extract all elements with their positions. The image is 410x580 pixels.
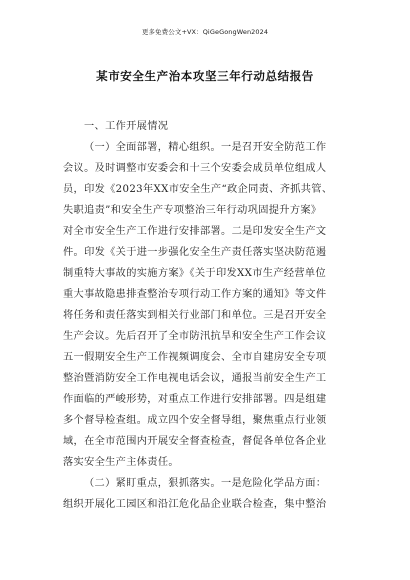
paragraph-line: （二）紧盯重点，狠抓落实。一是危险化学品方面： (84, 478, 327, 489)
paragraph-line: 员，印发《2023年XX市安全生产“政企同责、齐抓共管、 (63, 184, 333, 195)
paragraph-line: （一）全面部署，精心组织。一是召开安全防范工作 (84, 142, 327, 153)
paragraph-line: 整治暨消防安全工作电视电话会议，通报当前安全生产工 (63, 373, 327, 384)
header-note: 更多免费公文+VX：QiGeGongWen2024 (141, 28, 269, 36)
paragraph-line: 落实安全生产主体责任。 (63, 457, 179, 468)
paragraph-line: 失职追责”和安全生产专项整治三年行动巩固提升方案》 (63, 205, 322, 216)
paragraph-line: 五一假期安全生产工作视频调度会、全市自建房安全专项 (63, 352, 327, 363)
document-body (63, 116, 348, 515)
paragraph-line: 制重特大事故的实施方案》《关于印发XX市生产经营单位 (63, 268, 327, 279)
paragraph-line: 组织开展化工园区和沿江危化品企业联合检查，集中整治 (63, 499, 327, 510)
document-title: 某市安全生产治本攻坚三年行动总结报告 (96, 69, 314, 83)
paragraph-line: 域，在全市范围内开展安全督查检查，督促各单位各企业 (63, 436, 327, 447)
paragraph-line: 会议。及时调整市安委会和十三个安委会成员单位组成人 (63, 163, 327, 174)
paragraph-line: 作面临的严峻形势，对重点工作进行安排部署。四是组建 (63, 394, 327, 405)
paragraph-line: 将任务和责任落实到相关行业部门和单位。三是召开安全 (63, 310, 327, 321)
paragraph-line: 多个督导检查组。成立四个安全督导组，聚焦重点行业领 (63, 415, 327, 426)
paragraph-line: 对全市安全生产工作进行安排部署。二是印发安全生产文 (63, 226, 327, 237)
paragraph-line: 件。印发《关于进一步强化安全生产责任落实坚决防范遏 (63, 247, 327, 258)
paragraph-line: 生产会议。先后召开了全市防汛抗旱和安全生产工作会议 (63, 331, 327, 342)
paragraph-line: 重大事故隐患排查整治专项行动工作方案的通知》等文件 (63, 289, 327, 300)
section-heading: 一、工作开展情况 (84, 121, 169, 132)
